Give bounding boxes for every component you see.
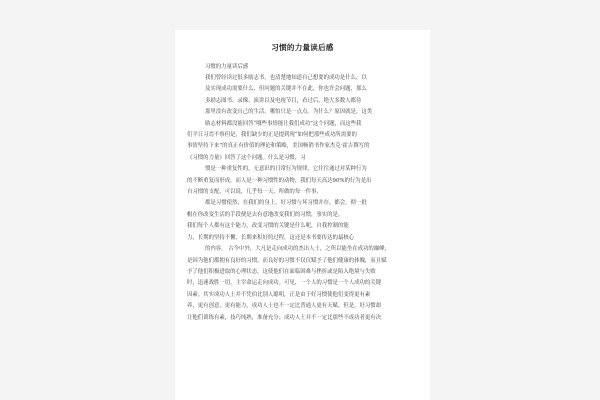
text-line: 力，长期的坚持不懈，长期来积好的过程，这还是本书要传达的最核心: [187, 234, 355, 241]
text-line: 多励志图书、录像、演讲以及电视节目，看过后，绝大多数人都待: [205, 97, 362, 104]
text-line: 的不断重复而形成。而人是一种习惯性的动物，我们每天高达90%的行为是出: [187, 177, 372, 184]
text-line: 自习惯的支配，可以说，几乎每一天，所做的每一件事，: [187, 189, 322, 196]
text-line: 励志材料都没能回答“哪些事情能让我们成功”这个问题，而这些我: [205, 120, 362, 127]
text-line: 我们每个人都有这个能力，改变习惯的关键是什么呢，自我控制的能: [187, 223, 349, 230]
text-line: 那里没有改变自己的生活，哪怕只是一点点。为什么？原因就是，这类: [205, 109, 373, 116]
text-line: 的内容。 古今中外，大凡是走向成功的杰出人士，之所以能坐在成功的巅峰，: [205, 246, 390, 253]
text-line: 养，更有创意，更有能力，成功人士也不一定比普通人更有天赋，但是，好习惯却: [187, 303, 382, 310]
text-line: 帽在你改变生活的手段便是去有意地改变我们的习惯，事实的是，: [187, 211, 344, 218]
document-page: [175, 30, 430, 400]
document-subtitle: 习惯的力量读后感: [205, 64, 249, 70]
document-title: 习惯的力量读后感: [271, 43, 334, 52]
text-line: 我们曾经读过很多励志书，也清楚地知道自己想要的成功是什么，以: [205, 75, 367, 81]
text-line: 让他们训练有素，技巧纯熟，准备充分；成功人士并不一定比那些不成功者更有决: [187, 314, 382, 321]
text-line: 事情坚持下来”的真正有价值的理论和策略，美国畅销书作家杰克·霍吉撰写的: [187, 143, 370, 150]
text-line: 《习惯的力量》回答了这个问题。什么是习惯，习: [187, 154, 306, 161]
text-line: 时，迅速战胜一切，主宰命运走向成功。可见，一个人的习惯是一个人成功的关键: [187, 280, 382, 287]
document-body: [187, 73, 418, 324]
text-line: 予了他们积极进取的心理状态，这使他们在面临困难与挫折或是陷入绝境与失败: [187, 268, 376, 275]
text-line: 及实现成功需要什么，但问题的关键并不在此，你也许会问题，那么: [205, 86, 367, 93]
text-line: 惯是一种重复性的，无意识的日常行为规律，它往往通过对某种行为: [205, 166, 367, 173]
text-line: 因素。其实成功人士并不凭伯比别人聪明，正是由于好习惯使他们变得更有素: [187, 291, 371, 298]
text-line: 是因为他们都拥有良好的习惯，而良好的习惯不仅仅赋予了他们健康的体魄，而且赋: [187, 257, 387, 264]
text-line: 都是习惯使然，在我们的身上，好习惯与坏习惯并存，都会，彻一批: [205, 200, 367, 207]
text-line: 们平日习焉不察但是，我们缺少的正是提到现“如何把那些成功所需要的: [187, 132, 357, 139]
